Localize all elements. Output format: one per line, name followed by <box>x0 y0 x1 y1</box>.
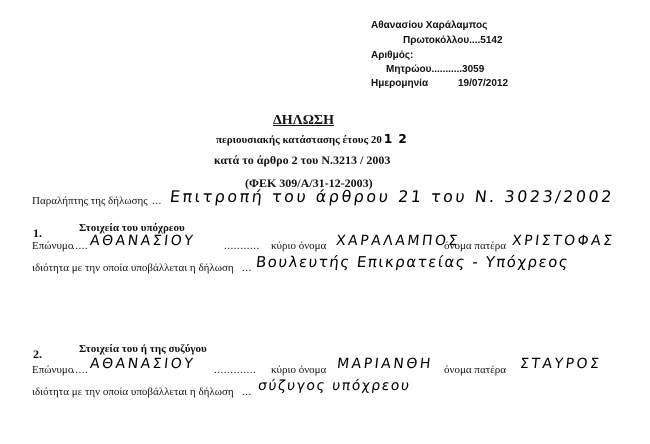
section-1-firstname-value: ΧΑΡΑΛΑΜΠΟΣ <box>335 233 461 249</box>
section-1-heading: Στοιχεία του υπόχρεου <box>79 222 185 234</box>
section-2-capacity-value: σύζυγος υπόχρεου <box>257 378 412 394</box>
section-2-firstname-label: κύριο όνομα <box>271 364 327 376</box>
section-1-capacity-label: ιδιότητα με την οποία υποβάλλεται η δήλωση <box>32 262 234 274</box>
recipient-dots: ... <box>152 195 162 207</box>
section-2-firstname-value: ΜΑΡΙΑΝΘΗ <box>336 356 434 372</box>
handwritten-year: 1 2 <box>383 132 408 146</box>
number-label: Αριθμός: <box>371 50 414 61</box>
declarant-name: Αθανασίου Χαράλαμπος <box>371 20 488 31</box>
section-2-father-label: όνομα πατέρα <box>444 364 506 376</box>
section-2-heading: Στοιχεία του ή της συζύγου <box>79 343 207 355</box>
recipient-label: Παραλήπτης της δήλωσης <box>32 195 148 207</box>
date-label: Ημερομηνία <box>371 78 429 89</box>
dots: ... <box>242 386 252 398</box>
section-1-father-label: όνομα πατέρα <box>444 240 506 252</box>
section-1-father-value: ΧΡΙΣΤΟΦΑΣ <box>511 233 616 249</box>
dots: ... <box>242 262 252 274</box>
dots: ..... <box>72 240 89 252</box>
protocol-number: Πρωτοκόλλου....5142 <box>403 35 503 46</box>
section-1-firstname-label: κύριο όνομα <box>271 240 327 252</box>
dots: ............. <box>214 364 257 376</box>
title-line-1-text: περιουσιακής κατάστασης έτους 20 <box>216 134 382 146</box>
title-line-1 <box>216 132 408 146</box>
recipient-value: Επιτροπή του άρθρου 21 του Ν. 3023/2002 <box>169 187 615 206</box>
registry-number: Μητρώου...........3059 <box>386 64 485 75</box>
section-2-father-value: ΣΤΑΥΡΟΣ <box>519 356 603 372</box>
title-line-2: κατά το άρθρο 2 του Ν.3213 / 2003 <box>214 153 391 167</box>
dots: ........... <box>224 240 260 252</box>
section-2-surname-label: Επώνυμο <box>32 364 74 376</box>
section-2-number: 2. <box>33 347 42 361</box>
section-2-surname-value: ΑΘΑΝΑΣΙΟΥ <box>89 356 197 372</box>
title-line-3: (ΦΕΚ 309/Α/31-12-2003) <box>245 176 373 190</box>
section-2-capacity-label: ιδιότητα με την οποία υποβάλλεται η δήλωση <box>32 386 234 398</box>
section-1-surname-value: ΑΘΑΝΑΣΙΟΥ <box>89 233 197 249</box>
section-1-surname-label: Επώνυμο <box>32 240 74 252</box>
dots: ..... <box>72 364 89 376</box>
document-title: ΔΗΛΩΣΗ <box>273 113 334 128</box>
section-1-capacity-value: Βουλευτής Επικρατείας - Υπόχρεος <box>255 253 571 271</box>
section-1-number: 1. <box>33 226 42 240</box>
date-value: 19/07/2012 <box>458 78 509 89</box>
